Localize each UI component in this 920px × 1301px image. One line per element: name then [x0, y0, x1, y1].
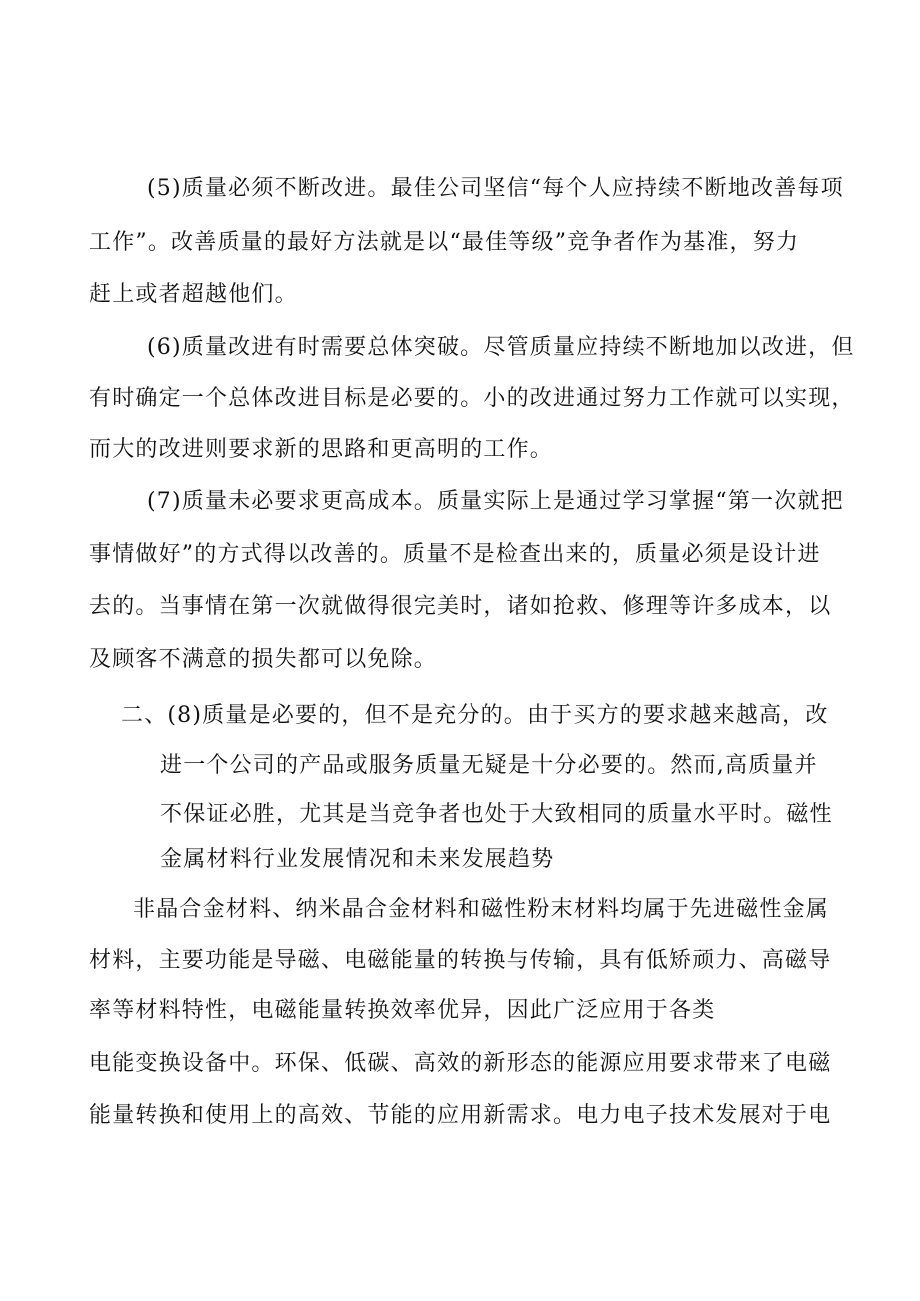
paragraph-7-line-3: 去的。当事情在第一次就做得很完美时，诸如抢救、修理等许多成本，以	[89, 594, 832, 619]
body-paragraph-line-1: 非晶合金材料、纳米晶合金材料和磁性粉末材料均属于先进磁性金属	[133, 897, 830, 922]
paragraph-7-line-1: (7)质量未必要求更高成本。质量实际上是通过学习掌握“第一次就把	[147, 489, 844, 514]
paragraph-5-line-1: (5)质量必须不断改进。最佳公司坚信“每个人应持续不断地改善每项	[147, 176, 844, 201]
paragraph-5-line-3: 赶上或者超越他们。	[89, 282, 298, 307]
section-two-line-1: 二、(8)质量是必要的，但不是充分的。由于买方的要求越来越高，改	[121, 703, 829, 728]
body-paragraph-line-3: 率等材料特性，电磁能量转换效率优异，因此广泛应用于各类	[89, 998, 716, 1023]
body-paragraph-line-2: 材料，主要功能是导磁、电磁能量的转换与传输，具有低矫顽力、高磁导	[89, 948, 832, 973]
paragraph-5-line-2: 工作”。改善质量的最好方法就是以“最佳等级”竞争者作为基准，努力	[89, 230, 800, 255]
paragraph-7-line-2: 事情做好”的方式得以改善的。质量不是检查出来的，质量必须是设计进	[89, 542, 821, 567]
body-paragraph-line-4: 电能变换设备中。环保、低碳、高效的新形态的能源应用要求带来了电磁	[89, 1051, 832, 1076]
paragraph-7-line-4: 及顾客不满意的损失都可以免除。	[89, 647, 438, 672]
paragraph-6-line-2: 有时确定一个总体改进目标是必要的。小的改进通过努力工作就可以实现，	[89, 386, 855, 411]
paragraph-6-line-1: (6)质量改进有时需要总体突破。尽管质量应持续不断地加以改进，但	[147, 335, 855, 360]
section-two-line-4: 金属材料行业发展情况和未来发展趋势	[160, 847, 555, 872]
paragraph-6-line-3: 而大的改进则要求新的思路和更高明的工作。	[89, 437, 554, 462]
body-paragraph-line-5: 能量转换和使用上的高效、节能的应用新需求。电力电子技术发展对于电	[89, 1103, 832, 1128]
section-two-line-3: 不保证必胜，尤其是当竞争者也处于大致相同的质量水平时。磁性	[160, 802, 833, 827]
section-two-line-2: 进一个公司的产品或服务质量无疑是十分必要的。然而,高质量并	[160, 753, 818, 778]
